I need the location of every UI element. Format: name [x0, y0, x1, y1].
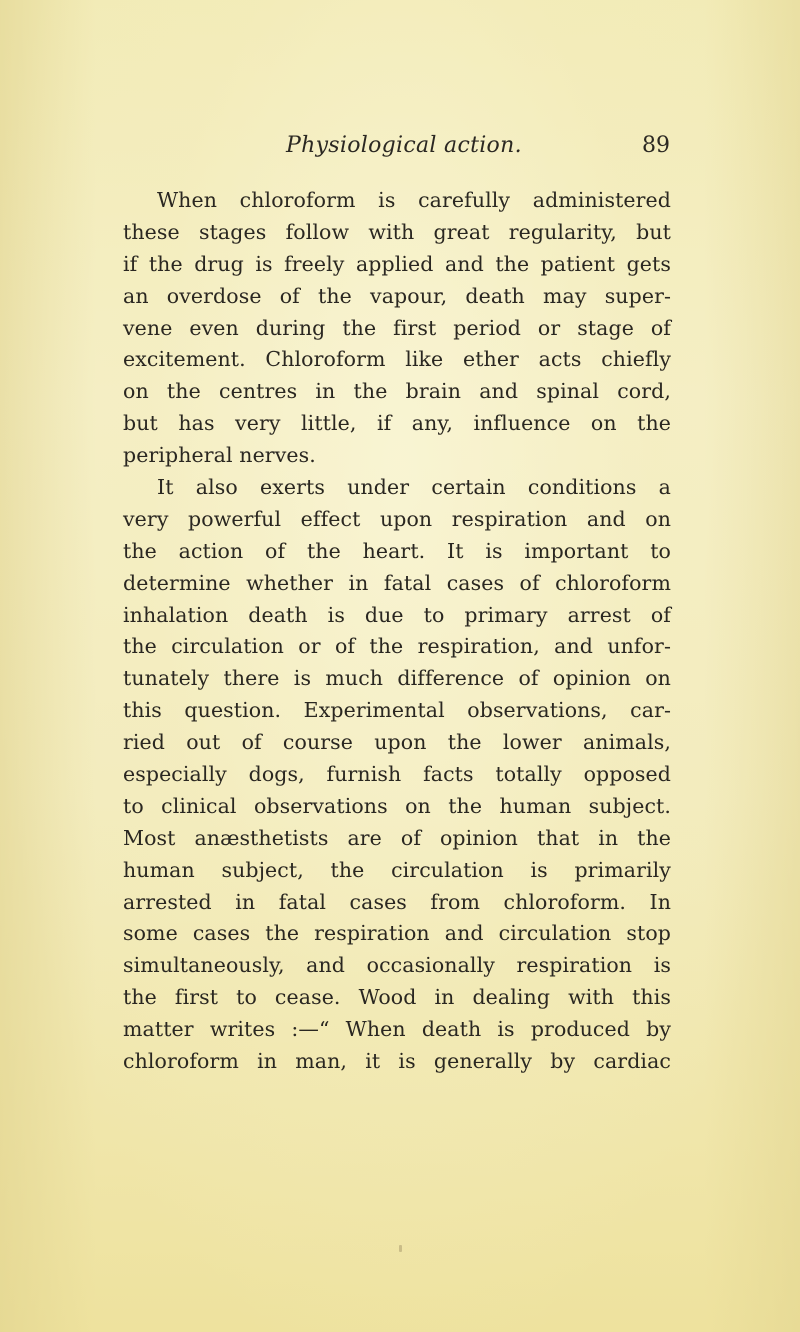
text-line: on the centres in the brain and spinal cord,: [123, 379, 671, 404]
text-line: these stages follow with great regularity, but: [123, 219, 671, 244]
text-line: if the drug is freely applied and the patient gets: [123, 251, 671, 276]
text-line: to clinical observations on the human subject.: [123, 793, 671, 818]
text-line: the first to cease. Wood in dealing with this: [123, 985, 671, 1010]
text-line: chloroform in man, it is generally by cardiac: [123, 1049, 671, 1074]
text-line: tunately there is much difference of opinion on: [123, 666, 671, 691]
text-line: vene even during the first period or stage of: [123, 315, 671, 340]
text-line: the action of the heart. It is important to: [123, 538, 671, 563]
text-line: arrested in fatal cases from chloroform. In: [123, 889, 671, 914]
text-line: Most anæsthetists are of opinion that in the: [123, 825, 671, 850]
text-line: ried out of course upon the lower animals,: [123, 730, 671, 755]
text-line: inhalation death is due to primary arrest of: [123, 602, 671, 627]
text-line: this question. Experimental observations, car-: [123, 698, 671, 723]
running-head: [286, 133, 686, 167]
text-line: simultaneously, and occasionally respiration is: [123, 953, 671, 978]
text-line: peripheral nerves.: [123, 443, 316, 468]
text-line: the circulation or of the respiration, and unfor-: [123, 634, 671, 659]
text-line: It also exerts under certain conditions a: [157, 475, 671, 500]
paper-speck: [399, 1245, 402, 1252]
text-line: an overdose of the vapour, death may super-: [123, 283, 671, 308]
body-text: [123, 185, 671, 1078]
text-line: matter writes :—“ When death is produced by: [123, 1017, 671, 1042]
text-line: When chloroform is carefully administered: [157, 188, 671, 212]
running-title: Physiological action.: [286, 133, 522, 158]
text-line: excitement. Chloroform like ether acts chiefly: [123, 347, 671, 372]
page-number: 89: [642, 133, 670, 158]
text-line: especially dogs, furnish facts totally opposed: [123, 762, 671, 787]
text-line: some cases the respiration and circulation stop: [123, 921, 671, 946]
text-line: human subject, the circulation is primarily: [123, 857, 671, 882]
text-line: determine whether in fatal cases of chloroform: [123, 570, 671, 595]
text-line: but has very little, if any, influence on the: [123, 411, 671, 436]
text-line: very powerful effect upon respiration and on: [123, 506, 671, 531]
